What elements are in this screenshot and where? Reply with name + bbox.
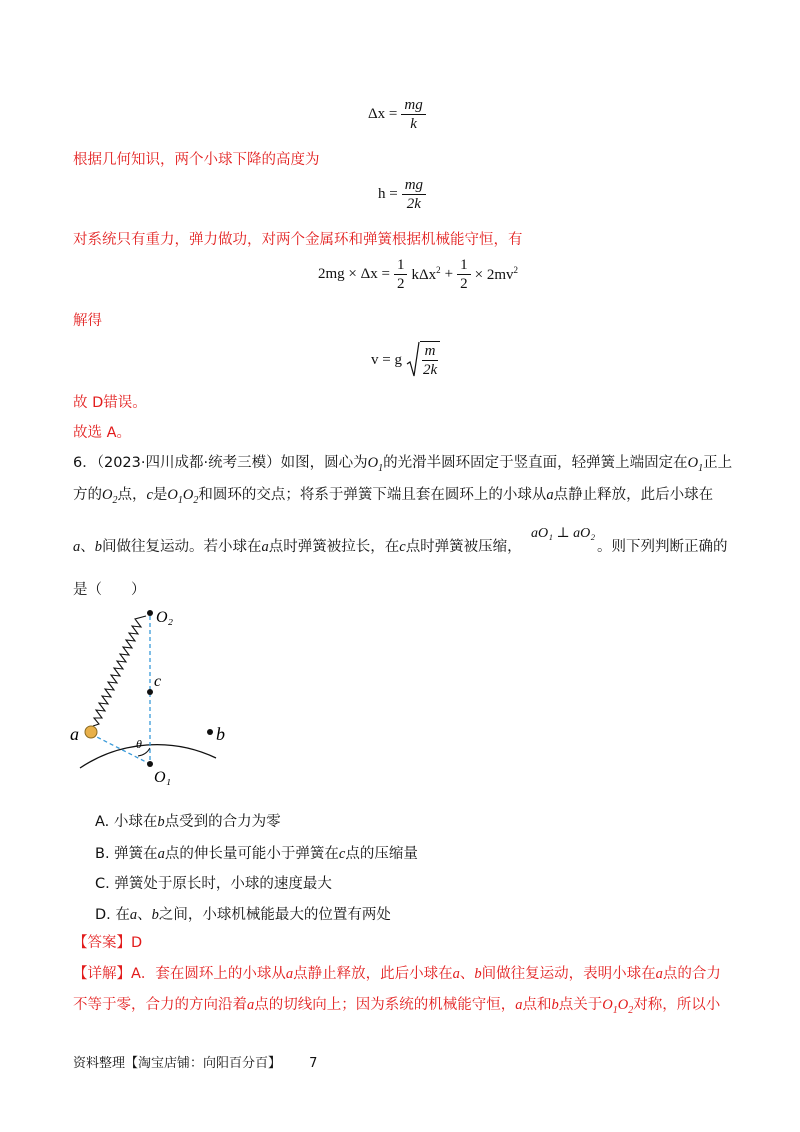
page-number: 7 (309, 1056, 318, 1071)
text-d-wrong: 故 D错误。 (73, 395, 147, 411)
eq1-fraction: $\frac{mg}{k}$ (401, 96, 425, 133)
analysis-line-2: 不等于零，合力的方向沿着a点的切线向上；因为系统的机械能守恒，a点和b点关于$O_1O_2$对称，所以小 (73, 997, 721, 1016)
footer (73, 1052, 317, 1071)
equation-energy: 2mg × Δx = $\frac{1}{2}$ kΔx$^2$ + $\frac{1}{2}$ × $2mv^2$ (318, 257, 518, 292)
question-line-2: 方的$O_2$点，c是$O_1O_2$和圆环的交点；将系于弹簧下端且套在圆环上的小球从a点静止释放，此后小球在 (73, 487, 714, 506)
text-geometry: 根据几何知识，两个小球下降的高度为 (73, 152, 320, 168)
sqrt-expression: $\frac{m}{2k}$ (406, 340, 440, 380)
footer-text: 资料整理【淘宝店铺：向阳百分百】 (73, 1056, 282, 1071)
label-o2: O₂ (156, 609, 174, 626)
question-line-4: 是（ ） (73, 582, 146, 598)
text-energy: 对系统只有重力，弹力做功，对两个金属环和弹簧根据机械能守恒，有 (73, 232, 523, 248)
question-line-3-end: 。则下列判断正确的 (597, 539, 728, 555)
equation-delta-x (368, 96, 426, 133)
text-choose: 故选 A。 (73, 425, 132, 441)
text-solve: 解得 (73, 313, 102, 329)
question-number: 6． (73, 455, 97, 471)
option-d[interactable]: D. 在a、b之间，小球机械能最大的位置有两处 (95, 907, 391, 923)
option-b[interactable]: B. 弹簧在a点的伸长量可能小于弹簧在c点的压缩量 (95, 846, 418, 862)
label-o1: O₁ (154, 769, 172, 786)
label-a: a (70, 724, 79, 744)
ball (85, 726, 97, 738)
analysis-line-1: 【详解】A．套在圆环上的小球从a点静止释放，此后小球在a、b间做往复运动，表明小球在a点的合力 (73, 966, 721, 982)
question-line-3: a、b间做往复运动。若小球在a点时弹簧被拉长，在c点时弹簧被压缩， (73, 539, 522, 555)
answer-value: D (131, 935, 143, 951)
answer-label: 【答案】 (73, 935, 131, 951)
eq1-lhs: Δx = (368, 106, 398, 122)
label-c: c (154, 673, 162, 690)
perpendicular-expression: aO₁ ⊥ aO₂ (531, 526, 596, 541)
question-line-1: 6．（2023·四川成都·统考三模）如图，圆心为$O_1$的光滑半圆环固定于竖直面，轻弹簧上端固定在$O_1$正上 (73, 455, 733, 474)
point-o1 (147, 761, 153, 767)
point-o2 (147, 610, 153, 616)
option-a[interactable]: A. 小球在b点受到的合力为零 (95, 814, 281, 830)
label-theta: θ (136, 737, 142, 751)
option-c[interactable]: C. 弹簧处于原长时，小球的速度最大 (95, 876, 332, 892)
sqrt-sign-icon (406, 340, 420, 380)
physics-figure (66, 598, 246, 788)
point-c (147, 689, 153, 695)
equation-height: h = $\frac{mg}{2k}$ (378, 176, 426, 213)
equation-velocity: v = g $\frac{m}{2k}$ (371, 340, 440, 380)
label-b: b (216, 724, 225, 744)
answer (73, 933, 142, 953)
question-source: （2023·四川成都·统考三模） (96, 455, 281, 471)
analysis-label: 【详解】 (73, 966, 131, 982)
spring (93, 616, 146, 726)
point-b (207, 729, 213, 735)
